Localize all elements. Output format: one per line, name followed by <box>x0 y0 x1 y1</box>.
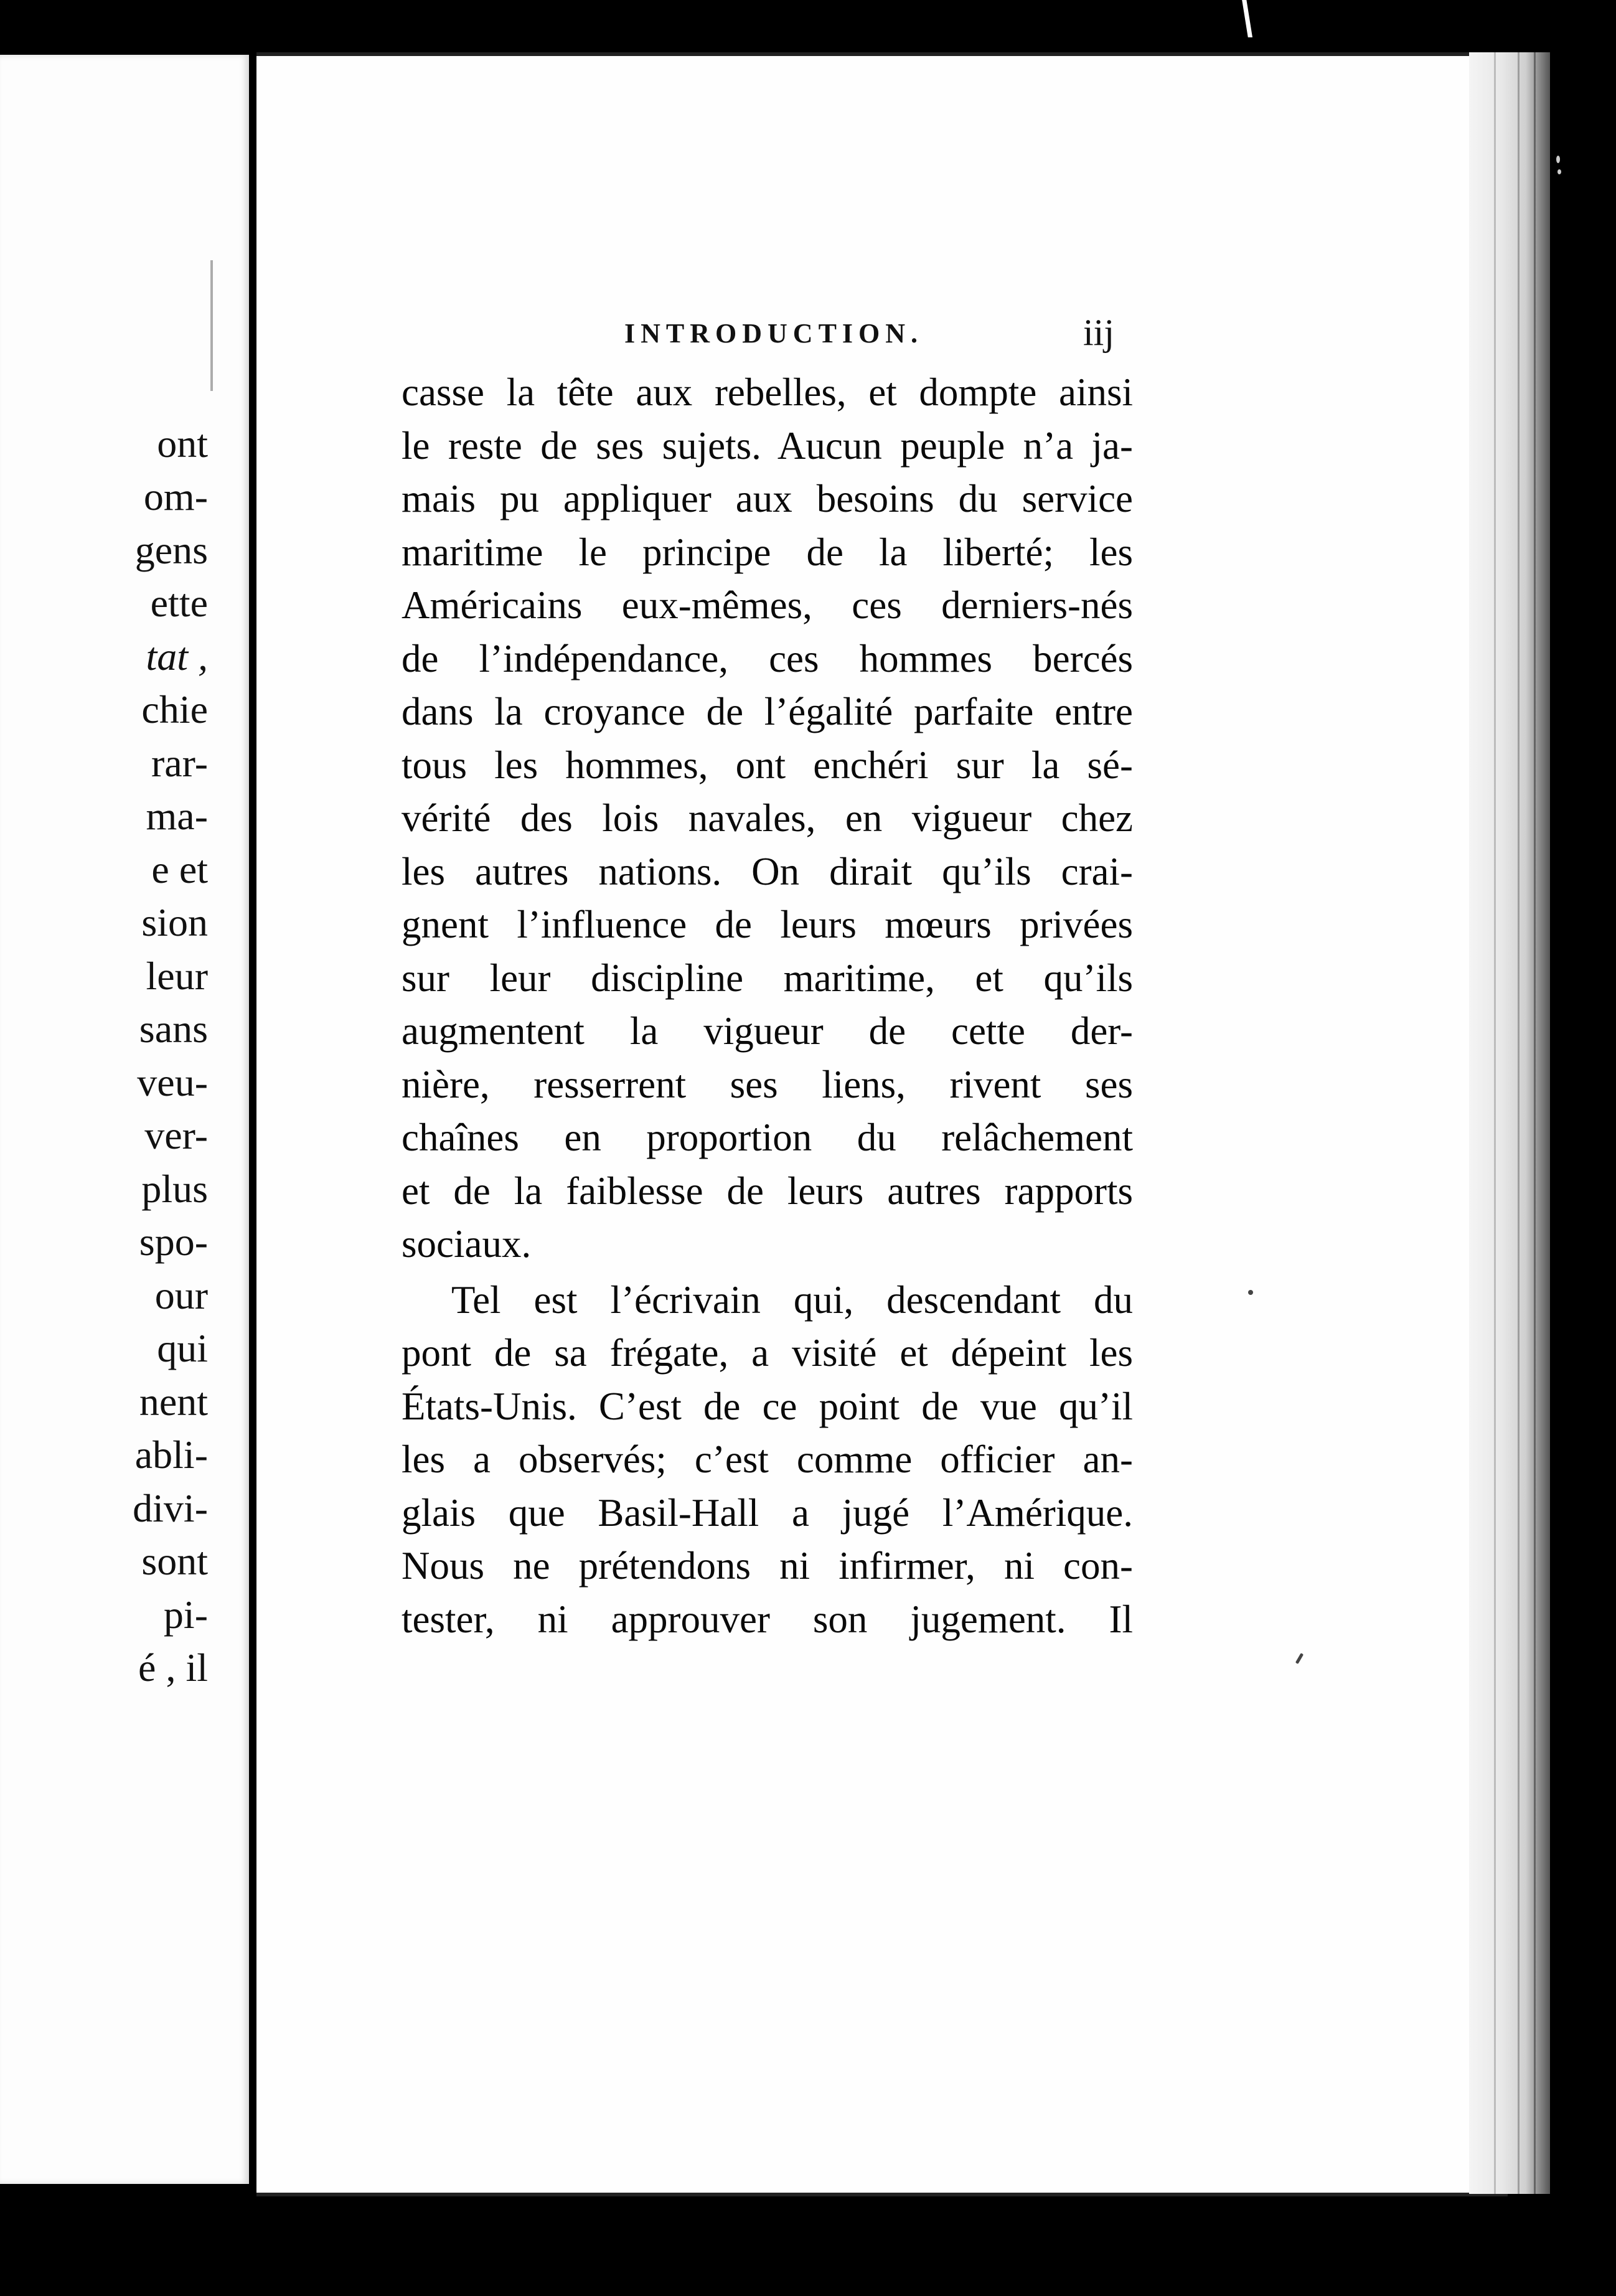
text-line: vérité des lois navales, en vigueur chez <box>402 796 1133 840</box>
scan-artifact-mark <box>1238 0 1252 37</box>
dust-speck <box>1248 1290 1253 1295</box>
text-line: les a observés; c’est comme officier an- <box>402 1437 1133 1481</box>
text-line: pont de sa frégate, a visité et dépeint les <box>402 1331 1133 1375</box>
text-line: et de la faiblesse de leurs autres rapports <box>402 1169 1133 1213</box>
text-line: sociaux. <box>402 1222 532 1266</box>
text-line: augmentent la vigueur de cette der- <box>402 1009 1133 1053</box>
left-fragment: rar- <box>151 741 208 785</box>
text-line: dans la croyance de l’égalité parfaite entre <box>402 690 1133 733</box>
page-edge-line <box>1518 52 1520 2194</box>
text-line: Tel est l’écrivain qui, descendant du <box>451 1277 1133 1322</box>
left-fragment: nent <box>139 1380 208 1424</box>
text-line: chaînes en proportion du relâchement <box>402 1116 1133 1159</box>
text-line: casse la tête aux rebelles, et dompte ainsi <box>402 370 1133 414</box>
page-edge <box>1469 52 1550 2194</box>
left-fragment: chie <box>141 687 208 732</box>
text-line: gnent l’influence de leurs mœurs privées <box>402 903 1133 946</box>
left-fragment: leur <box>146 954 208 998</box>
left-fragment: om- <box>143 474 208 519</box>
left-fragment: sont <box>141 1539 208 1583</box>
left-fragment: tat , <box>146 634 208 679</box>
text-line: mais pu appliquer aux besoins du service <box>402 477 1133 520</box>
text-line: le reste de ses sujets. Aucun peuple n’a ja- <box>402 423 1133 468</box>
text-line: tous les hommes, ont enchéri sur la sé- <box>402 743 1133 787</box>
body-text <box>402 366 1133 1646</box>
dust-speck <box>1557 169 1561 174</box>
left-fragment: gens <box>134 528 208 572</box>
left-fragment: ma- <box>146 794 208 838</box>
dust-speck <box>1556 156 1560 163</box>
left-fragment: veu- <box>137 1060 208 1104</box>
left-fragment: é , il <box>138 1645 208 1690</box>
left-fragment: sans <box>139 1007 208 1051</box>
left-page <box>0 55 249 2184</box>
left-fragment: e et <box>151 847 208 892</box>
text-line: tester, ni approuver son jugement. Il <box>402 1597 1133 1641</box>
text-line: les autres nations. On dirait qu’ils crai- <box>402 849 1133 893</box>
page-edge-line <box>1494 52 1496 2194</box>
left-fragment: abli- <box>134 1433 208 1477</box>
left-fragment: ette <box>150 581 208 625</box>
left-fragment: ver- <box>144 1113 208 1157</box>
left-fragment: sion <box>141 900 208 944</box>
left-fragment: qui <box>157 1326 208 1370</box>
left-fragment: pi- <box>163 1593 208 1637</box>
text-line: États-Unis. C’est de ce point de vue qu’il <box>402 1384 1133 1428</box>
text-line: nière, resserrent ses liens, rivent ses <box>402 1062 1133 1106</box>
text-line: Américains eux-mêmes, ces derniers-nés <box>402 583 1133 627</box>
text-line: sur leur discipline maritime, et qu’ils <box>402 956 1133 1000</box>
text-line: de l’indépendance, ces hommes bercés <box>402 636 1133 680</box>
text-line: glais que Basil-Hall a jugé l’Amérique. <box>402 1490 1133 1535</box>
left-fragment: divi- <box>133 1486 208 1530</box>
left-page-text-fragments <box>0 55 249 2184</box>
left-fragment: our <box>154 1273 208 1317</box>
running-head: INTRODUCTION. <box>624 318 924 349</box>
left-fragment: ont <box>157 421 208 466</box>
left-fragment: spo- <box>139 1220 208 1264</box>
left-fragment: plus <box>141 1167 208 1211</box>
page-edge-line <box>1534 52 1536 2194</box>
page-number: iij <box>1083 312 1115 353</box>
text-line: maritime le principe de la liberté; les <box>402 530 1133 574</box>
text-line: Nous ne prétendons ni infirmer, ni con- <box>402 1544 1133 1588</box>
